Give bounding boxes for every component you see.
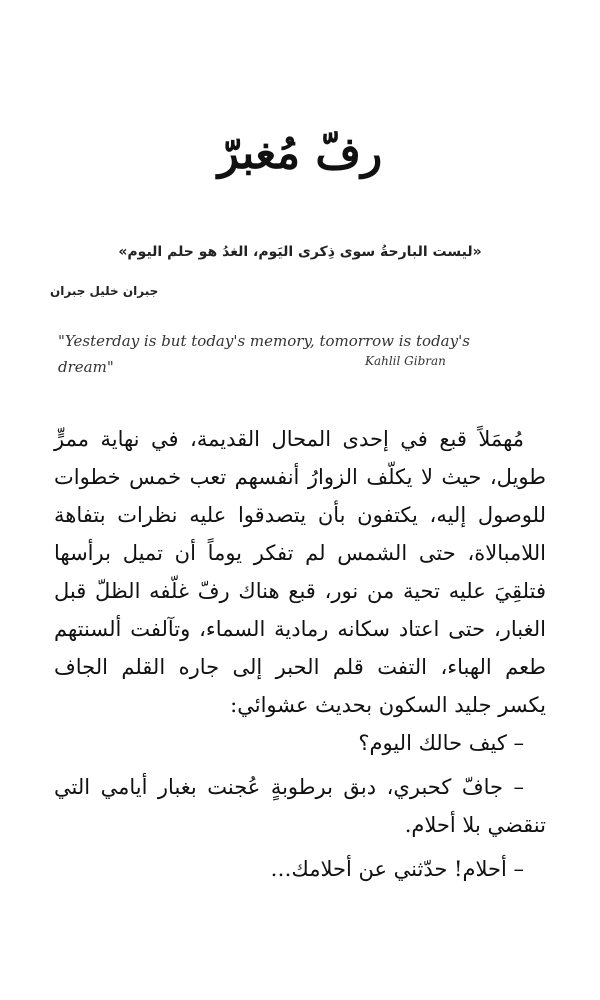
dialogue-line-1: – كيف حالك اليوم؟ — [358, 731, 524, 755]
epigraph-english-quote: "Yesterday is but today's memory, tomorrow is today's dream" — [58, 332, 470, 376]
epigraph-arabic-author: جبران خليل جبران — [50, 284, 159, 298]
dialogue-line-2: – جافّ كحبري، دبق برطوبةٍ عُجنت بغبار أيامي التي تنقضي بلا أحلام. — [54, 775, 546, 837]
story-paragraph: مُهمَلاً قبع في إحدى المحال القديمة، في نهاية ممرٍّ طويل، حيث لا يكلّف الزوارُ أنفسهم تعب خمس خطوات للوصول إليه، يكتفون بأن يتصدقوا عليه نظرات بتفاهة اللامبالاة، حتى الشمس لم تفكر يوماً أن تميل برأسها فتلقِيَ عليه تحية من نور، قبع هناك رفّ غلّفه الظلّ قبل الغبار، حتى اعتاد سكانه رمادية السماء، وتآلفت ألسنتهم طعم الهباء، التفت قلم الحبر إلى جاره القلم الجاف يكسر جليد السكون بحديث عشوائي: — [54, 427, 546, 717]
story-body — [54, 420, 546, 888]
epigraph-arabic-quote: «ليست البارحةُ سوى ذِكرى اليَوم، الغدُ هو حلم اليوم» — [118, 244, 482, 260]
dialogue-line-3: – أحلام! حدّثني عن أحلامك… — [270, 857, 524, 881]
epigraph-english-author: Kahlil Gibran — [365, 354, 446, 368]
page-title: رفّ مُغبرّ — [217, 128, 383, 179]
